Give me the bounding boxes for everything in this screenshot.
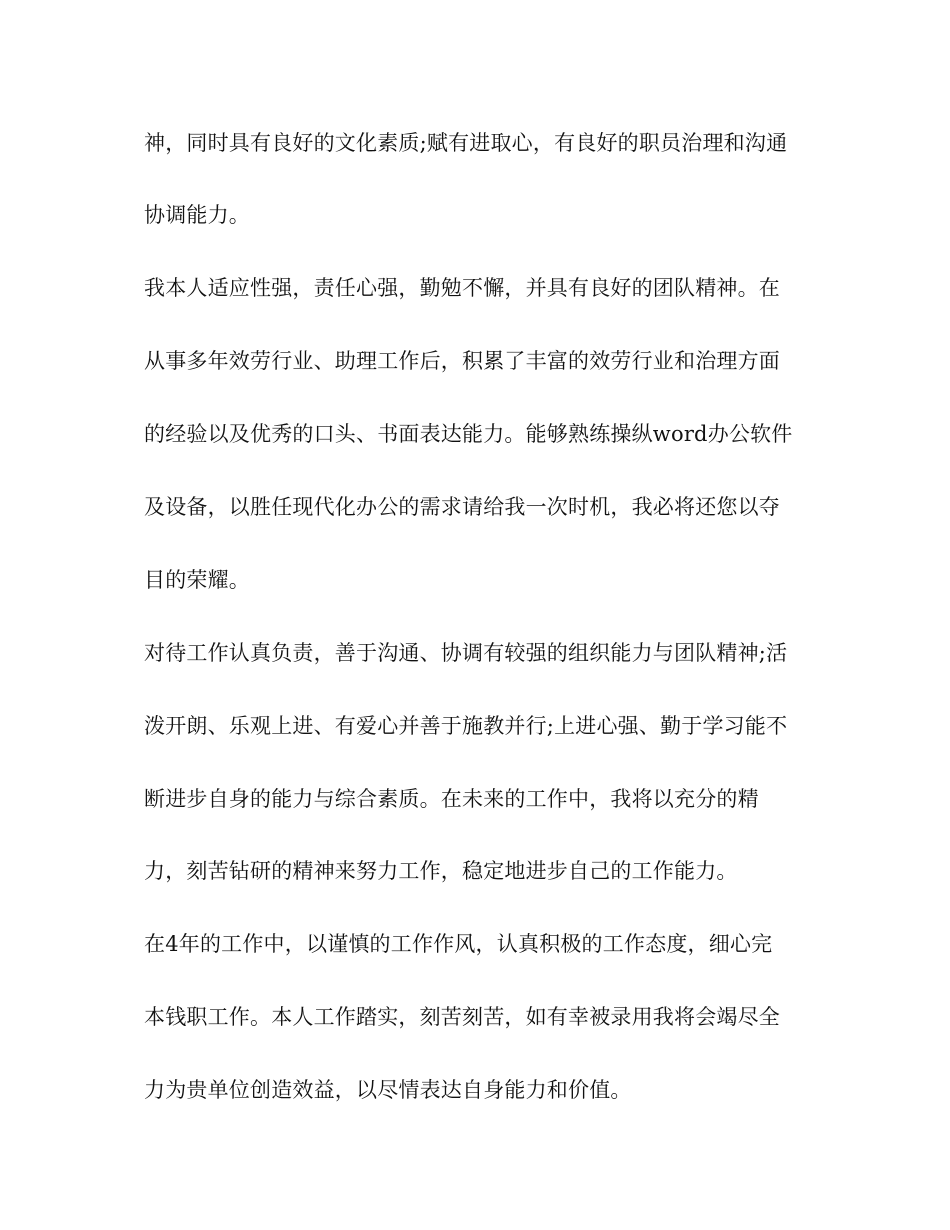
text-line: 我本人适应性强，责任心强，勤勉不懈，并具有良好的团队精神。在	[144, 276, 780, 300]
text-line: 力为贵单位创造效益，以尽情表达自身能力和价值。	[144, 1078, 632, 1102]
text-line: 从事多年效劳行业、助理工作后，积累了丰富的效劳行业和治理方面	[144, 349, 780, 373]
text-line: 泼开朗、乐观上进、有爱心并善于施教并行;上进心强、勤于学习能不	[144, 714, 788, 738]
text-line: 对待工作认真负责，善于沟通、协调有较强的组织能力与团队精神;活	[144, 641, 788, 665]
text-line: 在4年的工作中，以谨慎的工作作风，认真积极的工作态度，细心完	[144, 932, 773, 956]
text-line: 力，刻苦钻研的精神来努力工作，稳定地进步自己的工作能力。	[144, 859, 738, 883]
text-line: 断进步自身的能力与综合素质。在未来的工作中，我将以充分的精	[144, 787, 759, 811]
text-line: 目的荣耀。	[144, 568, 250, 592]
text-line: 及设备，以胜任现代化办公的需求请给我一次时机，我必将还您以夺	[144, 495, 780, 519]
text-line: 神，同时具有良好的文化素质;赋有进取心，有良好的职员治理和沟通	[144, 131, 788, 155]
text-line: 本钱职工作。本人工作踏实，刻苦刻苦，如有幸被录用我将会竭尽全	[144, 1005, 780, 1029]
text-line: 的经验以及优秀的口头、书面表达能力。能够熟练操纵word办公软件	[144, 422, 793, 446]
text-line: 协调能力。	[144, 203, 250, 227]
